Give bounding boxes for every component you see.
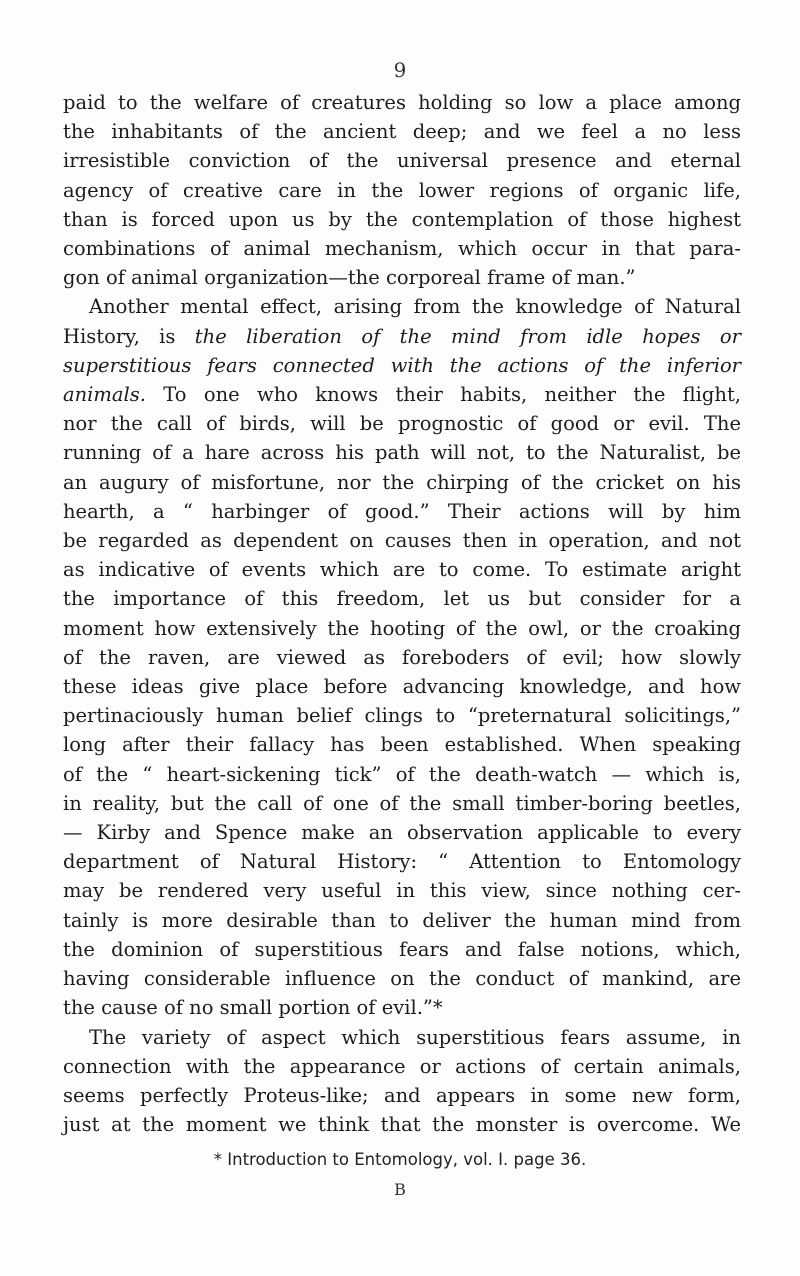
text-line: just at the moment we think that the monster is overcome. We — [63, 1113, 741, 1137]
text-line: as indicative of events which are to come. To estimate aright — [63, 558, 741, 582]
text-line: of the raven, are viewed as foreboders of evil; how slowly — [63, 645, 741, 669]
text-line: the cause of no small portion of evil.”* — [63, 996, 443, 1020]
text-line: — Kirby and Spence make an observation applicable to every — [63, 821, 741, 845]
text-line: may be rendered very useful in this view, since nothing cer- — [63, 879, 741, 903]
text-line: long after their fallacy has been established. When speaking — [63, 733, 741, 757]
text-line: pertinaciously human belief clings to “preternatural solicitings,” — [63, 704, 741, 728]
text-line: having considerable influence on the conduct of mankind, are — [63, 967, 741, 991]
text-line — [63, 351, 741, 380]
text-line: agency of creative care in the lower regions of organic life, — [63, 178, 741, 202]
text-line: History, is the liberation of the mind from idle hopes or — [63, 324, 741, 348]
text-line: tainly is more desirable than to deliver the human mind from — [63, 908, 741, 932]
text-line: these ideas give place before advancing knowledge, and how — [63, 675, 741, 699]
text-line: Another mental effect, arising from the knowledge of Natural — [89, 295, 741, 319]
body-text — [63, 88, 741, 1139]
footnote: * Introduction to Entomology, vol. I. page 36. — [213, 1150, 587, 1169]
text-line: moment how extensively the hooting of the owl, or the croaking — [63, 616, 741, 640]
text-line: the inhabitants of the ancient deep; and we feel a no less — [63, 120, 741, 144]
emphasis: superstitious fears connected with the actions of the inferior — [63, 353, 741, 377]
text-line: the importance of this freedom, let us but consider for a — [63, 587, 741, 611]
page-number: 9 — [393, 58, 407, 82]
text-line: connection with the appearance or actions of certain animals, — [63, 1054, 741, 1078]
text-line: of the “ heart-sickening tick” of the death-watch — which is, — [63, 762, 741, 786]
text-line: department of Natural History: “ Attention to Entomology — [63, 850, 741, 874]
text-line: paid to the welfare of creatures holding so low a place among — [63, 91, 741, 114]
text-line: be regarded as dependent on causes then in operation, and not — [63, 529, 741, 553]
text-line: running of a hare across his path will not, to the Naturalist, be — [63, 441, 741, 465]
text-line: an augury of misfortune, nor the chirping of the cricket on his — [63, 470, 741, 494]
text-line: nor the call of birds, will be prognostic of good or evil. The — [63, 412, 741, 436]
text-line: than is forced upon us by the contemplation of those highest — [63, 207, 741, 231]
text-line: hearth, a “ harbinger of good.” Their actions will by him — [63, 499, 741, 523]
text-line: gon of animal organization—the corporeal frame of man.” — [63, 266, 636, 290]
emphasis: animals. — [63, 383, 146, 407]
text-line: the dominion of superstitious fears and false notions, which, — [63, 937, 741, 961]
emphasis: the liberation of the mind from idle hopes or — [194, 324, 741, 348]
text-line: irresistible conviction of the universal presence and eternal — [63, 149, 741, 173]
text-line: combinations of animal mechanism, which occur in that para- — [63, 237, 741, 261]
text-line: animals. To one who knows their habits, neither the flight, — [63, 383, 741, 407]
text-line: The variety of aspect which superstitious fears assume, in — [89, 1025, 741, 1049]
text-line: seems perfectly Proteus-like; and appears in some new form, — [63, 1083, 741, 1107]
text-line: in reality, but the call of one of the small timber-boring beetles, — [63, 791, 741, 815]
signature-mark: B — [394, 1180, 406, 1199]
